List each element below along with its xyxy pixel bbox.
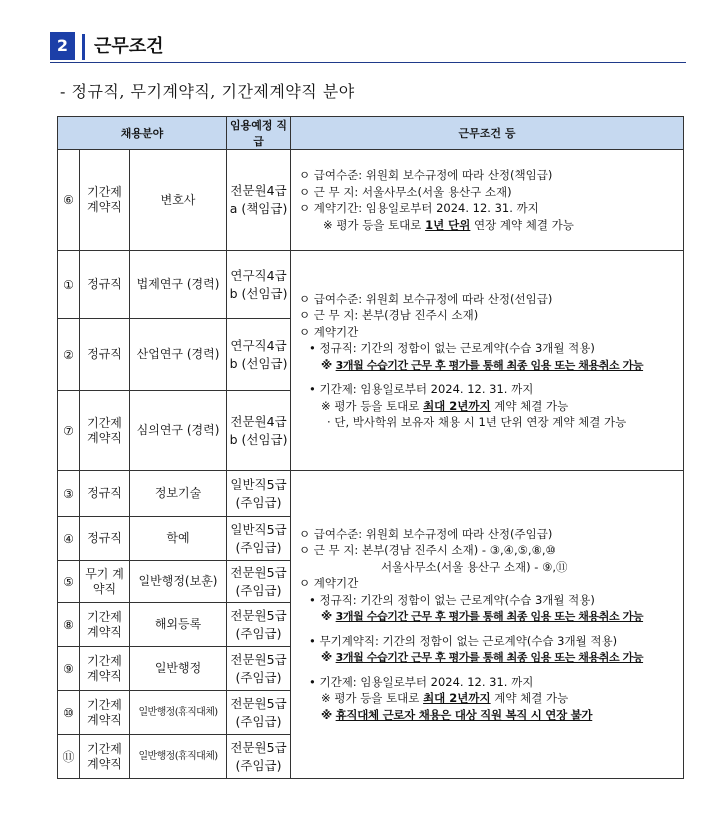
job-grade: 전문원4급a (책임급) <box>227 150 291 251</box>
section-number: 2 <box>50 32 75 60</box>
cond-text: ※ 평가 등을 토대로 <box>321 398 424 413</box>
row-number: ⑧ <box>58 603 80 647</box>
job-grade: 연구직4급b (선임급) <box>227 319 291 391</box>
cond-emphasis: 1년 단위 <box>425 217 471 232</box>
cond-text: 계약 체결 가능 <box>490 398 569 413</box>
header-conditions: 근무조건 등 <box>291 117 684 150</box>
employment-type: 정규직 <box>80 517 130 561</box>
employment-type: 기간제 계약직 <box>80 647 130 691</box>
cond-text: ※ <box>321 357 336 372</box>
spacer <box>299 667 677 674</box>
cond-note: · 단, 박사학위 보유자 채용 시 1년 단위 연장 계약 체결 가능 <box>327 415 627 429</box>
table-row <box>58 471 684 517</box>
cond-text: ※ <box>321 609 336 624</box>
cond-emphasis: 최대 2년까지 <box>423 691 491 706</box>
cond-line: ㅇ 근 무 지: 본부(경남 진주시 소재) <box>299 308 479 322</box>
cond-text: 계약 체결 가능 <box>490 691 569 706</box>
job-field: 심의연구 (경력) <box>130 391 227 471</box>
section-title: 근무조건 <box>94 36 164 57</box>
cond-text: ※ 평가 등을 토대로 <box>321 691 424 706</box>
job-grade: 전문원5급 (주임급) <box>227 561 291 603</box>
job-field: 정보기술 <box>130 471 227 517</box>
spacer <box>299 374 677 381</box>
job-field: 법제연구 (경력) <box>130 251 227 319</box>
cond-emphasis: 휴직대체 근로자 채용은 대상 직원 복직 시 연장 불가 <box>335 707 593 722</box>
row-number: ① <box>58 251 80 319</box>
job-grade: 전문원5급 (주임급) <box>227 735 291 779</box>
cond-note <box>299 608 677 626</box>
row-number: ② <box>58 319 80 391</box>
row-number: ⑨ <box>58 647 80 691</box>
cond-line: ㅇ 계약기간 <box>299 576 359 591</box>
row-number: ⑥ <box>58 150 80 251</box>
cond-line: ㅇ 계약기간 <box>299 324 359 339</box>
row-number: ④ <box>58 517 80 561</box>
job-field: 일반행정(휴직대체) <box>130 735 227 779</box>
cond-note <box>299 690 677 707</box>
cond-line: ㅇ 급여수준: 위원회 보수규정에 따라 산정(주임급) <box>299 526 553 541</box>
cond-line: ㅇ 계약기간: 임용일로부터 2024. 12. 31. 까지 <box>299 201 539 215</box>
section-header <box>50 32 686 63</box>
cond-emphasis: 3개월 수습기간 근무 후 평가를 통해 최종 임용 또는 채용취소 가능 <box>335 610 644 624</box>
job-field: 해외등록 <box>130 603 227 647</box>
cond-text: ※ 평가 등을 토대로 <box>323 217 426 232</box>
row-number: ⑦ <box>58 391 80 471</box>
cond-line: • 정규직: 기간의 정함이 없는 근로계약(수습 3개월 적용) <box>309 341 595 355</box>
employment-type: 기간제 계약직 <box>80 391 130 471</box>
employment-type: 정규직 <box>80 471 130 517</box>
spacer <box>299 626 677 633</box>
cond-line: • 무기계약직: 기간의 정함이 없는 근로계약(수습 3개월 적용) <box>309 633 618 648</box>
row-number: ⑤ <box>58 561 80 603</box>
cond-note <box>299 217 677 234</box>
cond-note <box>299 649 677 667</box>
cond-text: 연장 계약 체결 가능 <box>470 217 574 232</box>
cond-line: ㅇ 근 무 지: 서울사무소(서울 용산구 소재) <box>299 184 512 199</box>
conditions-cell-research <box>291 251 684 471</box>
table-row <box>58 251 684 319</box>
job-grade: 전문원4급b (선임급) <box>227 391 291 471</box>
employment-type: 기간제 계약직 <box>80 691 130 735</box>
cond-note <box>299 398 677 415</box>
cond-emphasis: 3개월 수습기간 근무 후 평가를 통해 최종 임용 또는 채용취소 가능 <box>335 651 644 665</box>
job-field: 일반행정 <box>130 647 227 691</box>
employment-type: 기간제 계약직 <box>80 735 130 779</box>
job-grade: 일반직5급 (주임급) <box>227 517 291 561</box>
job-grade: 일반직5급 (주임급) <box>227 471 291 517</box>
job-field: 일반행정(보훈) <box>130 561 227 603</box>
cond-line: ㅇ 급여수준: 위원회 보수규정에 따라 산정(책임급) <box>299 168 553 182</box>
job-field: 일반행정(휴직대체) <box>130 691 227 735</box>
conditions-cell-general <box>291 471 684 779</box>
row-number: ⑪ <box>58 735 80 779</box>
cond-line: ㅇ 근 무 지: 본부(경남 진주시 소재) - ③,④,⑤,⑧,⑩ <box>299 543 556 558</box>
employment-type: 무기 계약직 <box>80 561 130 603</box>
job-field: 변호사 <box>130 150 227 251</box>
job-field: 학예 <box>130 517 227 561</box>
cond-emphasis: 3개월 수습기간 근무 후 평가를 통해 최종 임용 또는 채용취소 가능 <box>335 358 644 372</box>
job-field: 산업연구 (경력) <box>130 319 227 391</box>
header-grade: 임용예정 직급 <box>227 117 291 150</box>
cond-note <box>299 357 677 375</box>
row-number: ③ <box>58 471 80 517</box>
job-grade: 전문원5급 (주임급) <box>227 647 291 691</box>
conditions-table <box>57 116 684 779</box>
row-number: ⑩ <box>58 691 80 735</box>
employment-type: 정규직 <box>80 251 130 319</box>
table-header-row <box>58 117 684 150</box>
cond-text: ※ <box>321 707 336 722</box>
cond-note <box>299 707 677 724</box>
section-subtitle: - 정규직, 무기계약직, 기간제계약직 분야 <box>60 82 355 101</box>
cond-emphasis: 최대 2년까지 <box>423 398 491 413</box>
employment-type: 기간제 계약직 <box>80 603 130 647</box>
job-grade: 연구직4급b (선임급) <box>227 251 291 319</box>
cond-line: • 정규직: 기간의 정함이 없는 근로계약(수습 3개월 적용) <box>309 592 595 607</box>
cond-line: • 기간제: 임용일로부터 2024. 12. 31. 까지 <box>309 674 534 689</box>
table-row <box>58 150 684 251</box>
section-divider-bar <box>82 34 85 60</box>
cond-line: • 기간제: 임용일로부터 2024. 12. 31. 까지 <box>309 382 534 396</box>
cond-line: 서울사무소(서울 용산구 소재) - ⑨,⑪ <box>381 559 568 574</box>
job-grade: 전문원5급 (주임급) <box>227 691 291 735</box>
job-grade: 전문원5급 (주임급) <box>227 603 291 647</box>
employment-type: 기간제 계약직 <box>80 150 130 251</box>
header-field: 채용분야 <box>58 117 227 150</box>
conditions-cell-lawyer <box>291 150 684 251</box>
cond-text: ※ <box>321 650 336 665</box>
employment-type: 정규직 <box>80 319 130 391</box>
cond-line: ㅇ 급여수준: 위원회 보수규정에 따라 산정(선임급) <box>299 291 553 306</box>
